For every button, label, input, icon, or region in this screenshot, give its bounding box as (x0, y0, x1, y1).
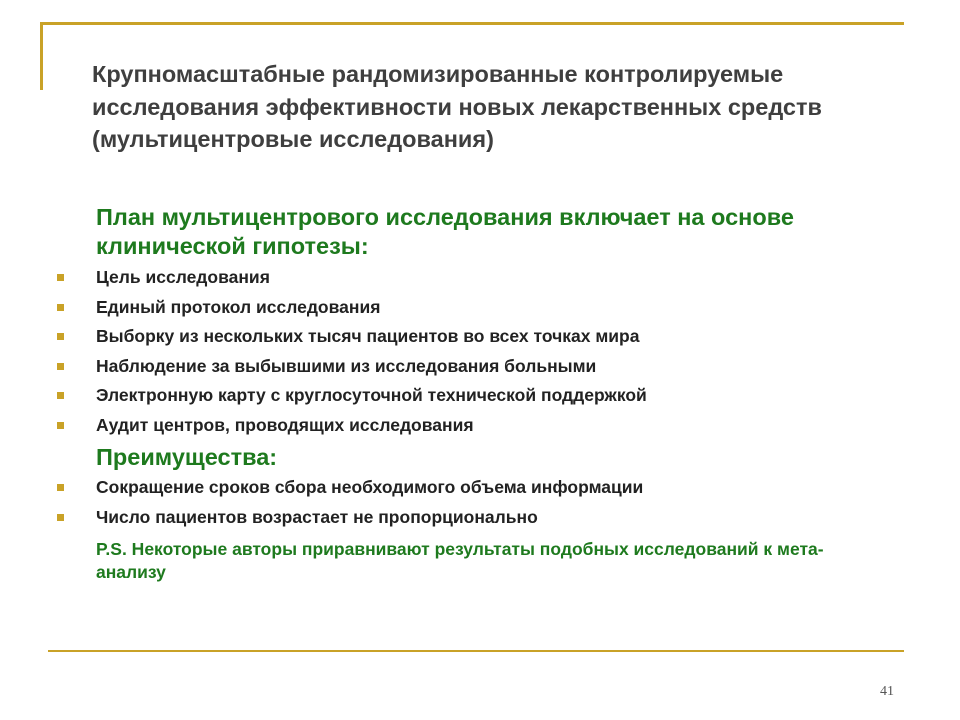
list-item-text: Аудит центров, проводящих исследования (96, 414, 474, 435)
plan-list (55, 263, 885, 440)
square-bullet-icon (57, 484, 64, 491)
bottom-rule (48, 650, 904, 652)
list-item-text: Число пациентов возрастает не пропорционально (96, 506, 538, 527)
list-item (55, 322, 885, 352)
list-item-text: Цель исследования (96, 267, 270, 287)
slide-body (55, 203, 885, 584)
plan-heading: План мультицентрового исследования включает на основе клинической гипотезы: (96, 204, 794, 259)
list-item (55, 473, 885, 503)
ps-note: P.S. Некоторые авторы приравнивают результаты подобных исследований к мета-анализу (96, 539, 824, 582)
list-item-text: Единый протокол исследования (96, 296, 381, 317)
page-number: 41 (880, 684, 894, 699)
square-bullet-icon (57, 274, 64, 281)
top-rule (40, 22, 904, 25)
square-bullet-icon (57, 333, 64, 340)
list-item (55, 352, 885, 382)
advantages-list (55, 473, 885, 532)
slide-title: Крупномасштабные рандомизированные контролируемые исследования эффективности новых лекарственных средств (мультицентровые исследования) (92, 61, 822, 152)
list-item-text: Электронную карту с круглосуточной технической поддержкой (96, 385, 647, 405)
square-bullet-icon (57, 422, 64, 429)
advantages-heading: Преимущества: (96, 444, 278, 470)
left-rule (40, 22, 43, 90)
list-item-text: Сокращение сроков сбора необходимого объема информации (96, 477, 644, 497)
list-item (55, 263, 885, 293)
square-bullet-icon (57, 514, 64, 521)
list-item (55, 411, 885, 441)
list-item-text: Наблюдение за выбывшими из исследования больными (96, 355, 597, 376)
list-item (55, 293, 885, 323)
list-item (55, 381, 885, 411)
list-item (55, 503, 885, 533)
square-bullet-icon (57, 392, 64, 399)
square-bullet-icon (57, 304, 64, 311)
square-bullet-icon (57, 363, 64, 370)
list-item-text: Выборку из нескольких тысяч пациентов во всех точках мира (96, 326, 640, 346)
